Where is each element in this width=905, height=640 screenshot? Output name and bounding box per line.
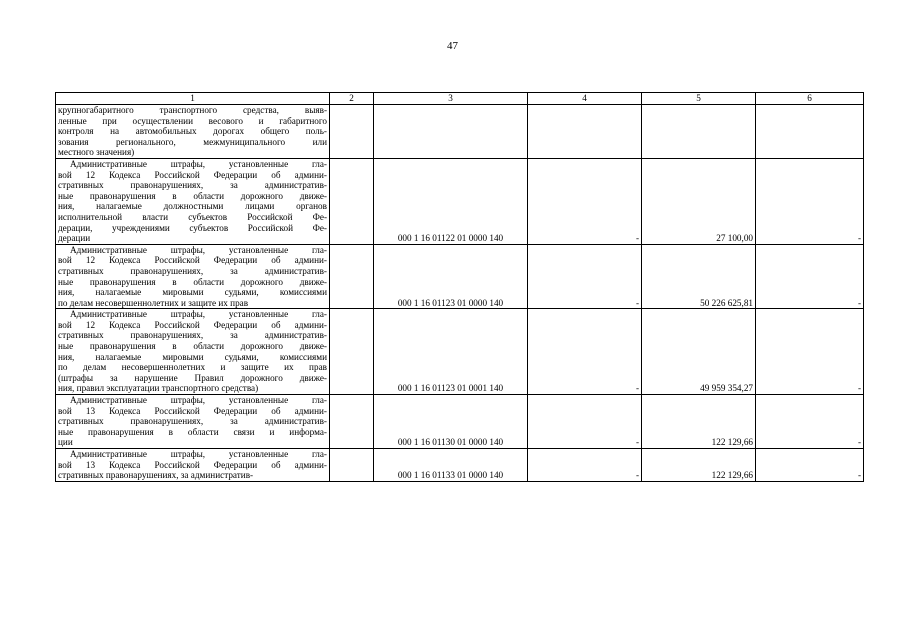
row-column-2 [330, 244, 374, 309]
description-line: Административные штрафы, установленные гла- [70, 395, 327, 406]
budget-classification-code: 000 1 16 01122 01 0000 140 [374, 158, 528, 244]
table-row [56, 105, 864, 159]
column-number-row [56, 93, 864, 105]
description-line: ния, налагаемые должностными лицами органов [58, 201, 327, 212]
description-line: вой 12 Кодекса Российской Федерации об админи- [58, 255, 327, 266]
row-column-2 [330, 105, 374, 159]
description-line: вой 13 Кодекса Российской Федерации об админи- [58, 405, 327, 416]
description-line: (штрафы за нарушение Правил дорожного движе- [58, 372, 327, 383]
row-description [56, 244, 330, 309]
description-line: стративных правонарушениях, за административ- [58, 180, 327, 191]
row-column-4: - [528, 309, 642, 395]
description-line: ния, налагаемые мировыми судьями, комиссиями [58, 351, 327, 362]
table-row [56, 244, 864, 309]
description-line: стративных правонарушениях, за административ- [58, 330, 327, 341]
description-line: по делам несовершеннолетних и защите их прав [58, 297, 249, 308]
page-number: 47 [447, 40, 458, 52]
description-line: Административные штрафы, установленные гла- [70, 449, 327, 459]
row-column-2 [330, 158, 374, 244]
description-line: ния, правил эксплуатации транспортного средства) [58, 383, 259, 394]
description-line: Административные штрафы, установленные гла- [70, 244, 327, 255]
row-column-6: - [756, 244, 864, 309]
row-column-4: - [528, 158, 642, 244]
budget-classification-code [374, 105, 528, 159]
description-line: вой 13 Кодекса Российской Федерации об админи- [58, 459, 327, 470]
row-column-2 [330, 309, 374, 395]
description-line: местного значения) [58, 147, 135, 158]
amount-value [642, 105, 756, 159]
column-header: 2 [330, 93, 374, 105]
description-line: вой 12 Кодекса Российской Федерации об админи- [58, 169, 327, 180]
description-line: крупногабаритного транспортного средства, выяв- [58, 105, 327, 115]
description-line: дерации, учреждениями субъектов Российской Фе- [58, 222, 327, 233]
row-column-6: - [756, 449, 864, 482]
table-row [56, 309, 864, 395]
table-row [56, 449, 864, 482]
description-line: стративных правонарушениях, за административ- [58, 265, 327, 276]
description-line: ленные при осуществлении весового и габаритного [58, 115, 327, 126]
column-header: 4 [528, 93, 642, 105]
budget-table [55, 92, 864, 482]
description-line: ные правонарушения в области связи и информа- [58, 426, 327, 437]
amount-value: 49 959 354,27 [642, 309, 756, 395]
description-line: стративных правонарушениях, за административ- [58, 470, 254, 481]
row-column-4 [528, 105, 642, 159]
row-column-4: - [528, 449, 642, 482]
table-row [56, 158, 864, 244]
description-line: дерации [58, 233, 91, 244]
description-line: контроля на автомобильных дорогах общего поль- [58, 126, 327, 137]
row-column-4: - [528, 244, 642, 309]
amount-value: 50 226 625,81 [642, 244, 756, 309]
description-line: ния, налагаемые мировыми судьями, комиссиями [58, 287, 327, 298]
description-line: исполнительной власти субъектов Российской Фе- [58, 211, 327, 222]
description-line: Административные штрафы, установленные гла- [70, 309, 327, 320]
row-column-2 [330, 395, 374, 449]
description-line: ные правонарушения в области дорожного движе- [58, 276, 327, 287]
table-row [56, 395, 864, 449]
description-line: зования регионального, межмуниципального или [58, 136, 327, 147]
amount-value: 122 129,66 [642, 449, 756, 482]
row-column-6: - [756, 395, 864, 449]
description-line: вой 12 Кодекса Российской Федерации об админи- [58, 319, 327, 330]
row-description [56, 158, 330, 244]
row-description [56, 395, 330, 449]
row-column-6: - [756, 309, 864, 395]
row-description [56, 309, 330, 395]
amount-value: 27 100,00 [642, 158, 756, 244]
description-line: стративных правонарушениях, за административ- [58, 416, 327, 427]
budget-classification-code: 000 1 16 01123 01 0001 140 [374, 309, 528, 395]
column-header: 1 [56, 93, 330, 105]
description-line: ные правонарушения в области дорожного движе- [58, 190, 327, 201]
amount-value: 122 129,66 [642, 395, 756, 449]
row-description [56, 449, 330, 482]
row-column-4: - [528, 395, 642, 449]
budget-classification-code: 000 1 16 01123 01 0000 140 [374, 244, 528, 309]
description-line: ные правонарушения в области дорожного движе- [58, 341, 327, 352]
description-line: ции [58, 437, 73, 448]
column-header: 6 [756, 93, 864, 105]
description-line: по делам несовершеннолетних и защите их прав [58, 362, 327, 373]
row-description [56, 105, 330, 159]
column-header: 5 [642, 93, 756, 105]
description-line: Административные штрафы, установленные гла- [70, 158, 327, 169]
row-column-6: - [756, 158, 864, 244]
row-column-2 [330, 449, 374, 482]
row-column-6 [756, 105, 864, 159]
column-header: 3 [374, 93, 528, 105]
budget-classification-code: 000 1 16 01130 01 0000 140 [374, 395, 528, 449]
budget-classification-code: 000 1 16 01133 01 0000 140 [374, 449, 528, 482]
